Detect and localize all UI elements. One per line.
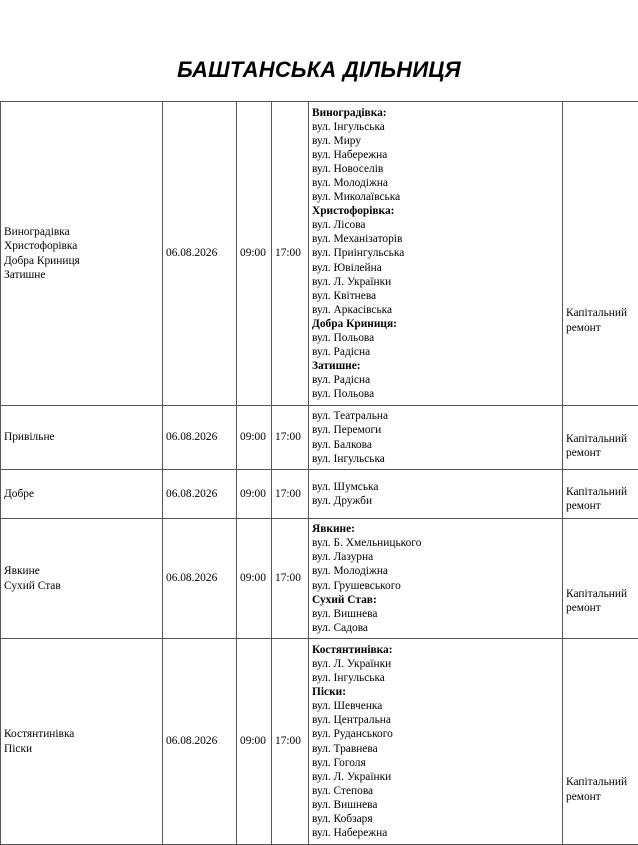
street-name: вул. Гоголя <box>312 756 366 769</box>
reason-cell <box>563 639 638 845</box>
village-heading: Виноградівка: <box>312 106 387 119</box>
street-name: вул. Новоселів <box>312 162 384 175</box>
street-name: вул. Л. Українки <box>312 770 392 783</box>
settlement-name: Привільне <box>4 431 55 444</box>
settlements-cell <box>1 102 163 406</box>
street-name: вул. Молодіжна <box>312 565 388 578</box>
start-time: 09:00 <box>237 519 272 639</box>
street-name: вул. Миру <box>312 134 362 147</box>
street-name: вул. Вишнева <box>312 798 378 811</box>
end-time: 17:00 <box>272 519 309 639</box>
outage-date: 06.08.2026 <box>163 406 237 470</box>
settlement-name: Піски <box>4 742 33 755</box>
street-name: вул. Л. Українки <box>312 657 392 670</box>
street-name: вул. Радісна <box>312 374 371 387</box>
street-name: вул. Вишнева <box>312 607 378 620</box>
village-heading: Явкине: <box>312 523 355 536</box>
outage-schedule-table <box>0 101 638 845</box>
page-title: БАШТАНСЬКА ДІЛЬНИЦЯ <box>177 57 461 82</box>
settlements-cell <box>1 639 163 845</box>
street-name: вул. Грушевського <box>312 579 401 592</box>
street-name: вул. Степова <box>312 784 374 797</box>
street-name: вул. Інгульська <box>312 120 385 133</box>
street-name: вул. Інгульська <box>312 452 385 465</box>
outage-reason: Капітальний ремонт <box>566 587 628 614</box>
schedule-body <box>1 102 638 845</box>
settlement-name: Христофорівка <box>4 240 78 253</box>
street-name: вул. Дружби <box>312 495 373 507</box>
street-name: вул. Театральна <box>312 410 389 423</box>
street-name: вул. Набережна <box>312 148 388 161</box>
street-name: вул. Травнева <box>312 742 378 755</box>
end-time: 17:00 <box>272 406 309 470</box>
table-row <box>1 102 638 406</box>
outage-reason: Капітальний ремонт <box>566 432 628 459</box>
street-name: вул. Лазурна <box>312 551 374 564</box>
streets-cell <box>309 406 563 470</box>
streets-cell <box>309 470 563 519</box>
table-row <box>1 639 638 845</box>
village-heading: Добра Криниця: <box>312 317 397 330</box>
settlements-cell <box>1 519 163 639</box>
street-name: вул. Механізаторів <box>312 233 403 246</box>
street-name: вул. Інгульська <box>312 672 385 685</box>
street-name: вул. Шевченка <box>312 700 383 713</box>
village-heading: Костянтинівка: <box>312 643 393 656</box>
street-name: вул. Приінгульська <box>312 247 405 260</box>
street-name: вул. Ювілейна <box>312 261 382 274</box>
end-time: 17:00 <box>272 639 309 845</box>
settlement-name: Сухий Став <box>4 579 61 592</box>
settlement-name: Явкине <box>4 565 40 578</box>
street-name: вул. Молодіжна <box>312 176 388 189</box>
village-heading: Затишне: <box>312 360 361 373</box>
street-name: вул. Польова <box>312 388 375 401</box>
outage-reason: Капітальний ремонт <box>566 485 628 512</box>
table-row <box>1 406 638 470</box>
street-name: вул. Набережна <box>312 827 388 840</box>
reason-cell <box>563 406 638 470</box>
street-name: вул. Кобзаря <box>312 812 373 825</box>
street-name: вул. Центральна <box>312 714 391 727</box>
outage-reason: Капітальний ремонт <box>566 776 628 803</box>
street-name: вул. Б. Хмельницького <box>312 537 422 550</box>
street-name: вул. Балкова <box>312 438 372 451</box>
outage-date: 06.08.2026 <box>163 470 237 519</box>
street-name: вул. Шумська <box>312 480 379 493</box>
table-row <box>1 519 638 639</box>
outage-reason: Капітальний ремонт <box>566 307 628 334</box>
start-time: 09:00 <box>237 406 272 470</box>
street-name: вул. Руданського <box>312 728 393 741</box>
street-name: вул. Миколаївська <box>312 191 401 204</box>
village-heading: Христофорівка: <box>312 205 395 218</box>
street-name: вул. Перемоги <box>312 424 382 437</box>
street-name: вул. Польова <box>312 332 375 345</box>
settlement-name: Костянтинівка <box>4 728 75 741</box>
street-name: вул. Квітнева <box>312 289 377 302</box>
start-time: 09:00 <box>237 639 272 845</box>
reason-cell <box>563 470 638 519</box>
table-row <box>1 470 638 519</box>
streets-cell <box>309 519 563 639</box>
outage-date: 06.08.2026 <box>163 639 237 845</box>
end-time: 17:00 <box>272 470 309 519</box>
village-heading: Сухий Став: <box>312 593 377 606</box>
start-time: 09:00 <box>237 102 272 406</box>
outage-date: 06.08.2026 <box>163 102 237 406</box>
end-time: 17:00 <box>272 102 309 406</box>
settlements-cell <box>1 406 163 470</box>
street-name: вул. Радісна <box>312 346 371 359</box>
street-name: вул. Садова <box>312 621 368 634</box>
street-name: вул. Лісова <box>312 219 366 232</box>
settlement-name: Добра Криниця <box>4 254 80 267</box>
street-name: вул. Аркасівська <box>312 303 393 316</box>
settlements-cell <box>1 470 163 519</box>
start-time: 09:00 <box>237 470 272 519</box>
street-name: вул. Л. Українки <box>312 275 392 288</box>
village-heading: Піски: <box>312 686 346 699</box>
settlement-name: Затишне <box>4 268 46 281</box>
outage-date: 06.08.2026 <box>163 519 237 639</box>
reason-cell <box>563 102 638 406</box>
streets-cell <box>309 102 563 406</box>
reason-cell <box>563 519 638 639</box>
streets-cell <box>309 639 563 845</box>
settlement-name: Добре <box>4 487 35 500</box>
settlement-name: Виноградівка <box>4 226 70 239</box>
